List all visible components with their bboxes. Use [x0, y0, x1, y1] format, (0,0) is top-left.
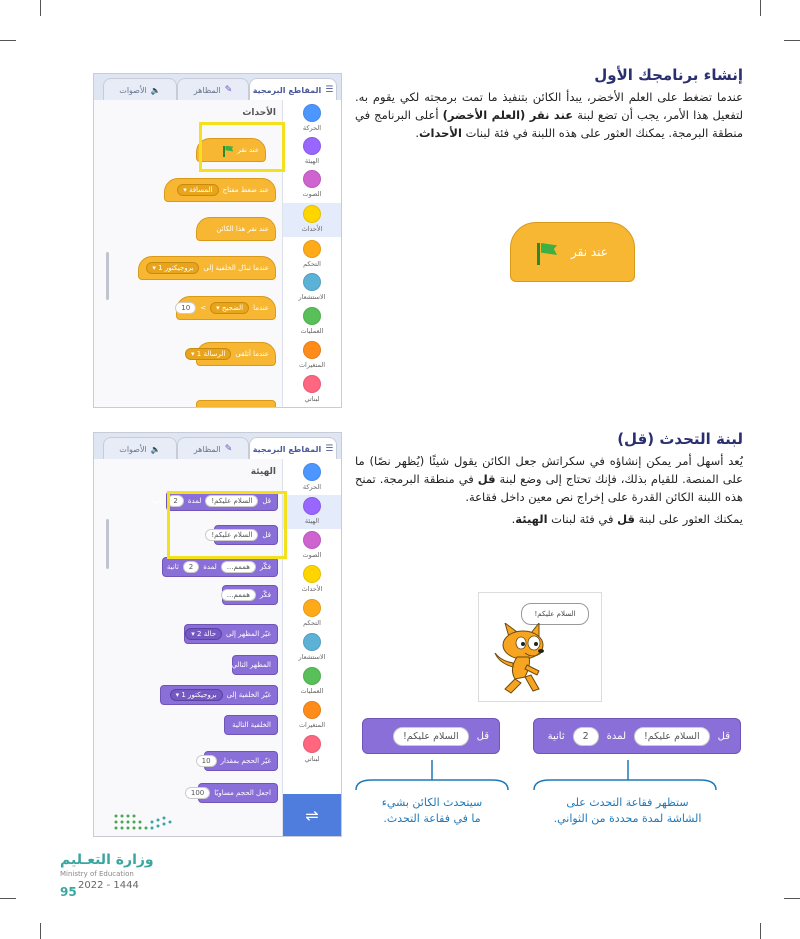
threshold-input[interactable]: 10 [175, 302, 196, 314]
category-operators[interactable]: العمليات [283, 667, 341, 695]
when-flag-block[interactable]: عند نقر [196, 138, 266, 162]
tab-code[interactable]: ☰ المقاطع البرمجية [249, 437, 337, 460]
ministry-name-ar: وزارة التعـليم [60, 852, 154, 868]
when-backdrop-switches-block[interactable]: عندما تبدّل الخلفية إلى بروجيكتور 1 ▾ [138, 256, 276, 280]
motion-dot-icon [303, 104, 321, 122]
switch-costume-block[interactable]: غيّر المظهر إلى حالة 2 ▾ [184, 624, 278, 644]
looks-dot-icon [303, 137, 321, 155]
category-my-blocks[interactable]: لبناتي [283, 735, 341, 763]
when-receive-block[interactable]: عندما أتلقى الرسالة 1 ▾ [196, 342, 276, 366]
say-for-secs-block: قل السلام عليكم! لمدة 2 ثانية [533, 718, 741, 754]
message-input[interactable]: هممم... [221, 589, 256, 601]
category-events[interactable]: الأحداث [283, 203, 341, 237]
tab-costumes[interactable]: ✎ المظاهر [177, 437, 249, 460]
category-sensing[interactable]: الاستشعار [283, 633, 341, 661]
message-input: السلام عليكم! [634, 727, 710, 746]
edition-year: 2022 - 1444 [78, 880, 139, 891]
green-flag-icon [537, 243, 557, 261]
operators-dot-icon [303, 667, 321, 685]
next-backdrop-block[interactable]: الخلفية التالية [224, 715, 278, 735]
my-blocks-dot-icon [303, 735, 321, 753]
looks-dot-icon [303, 497, 321, 515]
category-sound[interactable]: الصوت [283, 531, 341, 559]
crop-mark [784, 40, 800, 41]
category-control[interactable]: التحكم [283, 599, 341, 627]
switch-backdrop-block[interactable]: غيّر الخلفية إلى بروجيكتور 1 ▾ [160, 685, 278, 705]
category-variables[interactable]: المتغيرات [283, 701, 341, 729]
section2-text [355, 430, 743, 528]
events-dot-icon [303, 205, 321, 223]
events-dot-icon [303, 565, 321, 583]
think-block[interactable]: فكّر هممم... [222, 585, 278, 605]
speaker-icon: 🔈 [150, 444, 161, 454]
crop-mark [40, 0, 41, 16]
next-costume-block[interactable]: المظهر التالي [232, 655, 278, 675]
tab-sounds[interactable]: 🔈 الأصوات [103, 78, 177, 101]
stage-preview [478, 592, 602, 702]
crop-mark [0, 40, 16, 41]
section2-paragraph2: يمكنك العثور على لبنة قل في فئة لبنات الهيئة. [511, 512, 743, 526]
scratch-panel-events [93, 73, 342, 408]
seconds-input[interactable]: 2 [167, 495, 183, 507]
variables-dot-icon [303, 701, 321, 719]
section1-text [355, 66, 743, 142]
message-dropdown[interactable]: الرسالة 1 ▾ [185, 348, 231, 360]
page-number: 95 [60, 885, 77, 899]
caption-left: سيتحدث الكائن بشيء ما في فقاعة التحدث. [381, 796, 483, 825]
crop-mark [760, 923, 761, 939]
highlight-box [167, 491, 287, 559]
set-size-block[interactable]: اجعل الحجم مساويًا 100 [198, 783, 278, 803]
message-input[interactable]: السلام عليكم! [205, 495, 258, 507]
message-input[interactable]: السلام عليكم! [205, 529, 258, 541]
key-dropdown[interactable]: المسافة ▾ [177, 184, 218, 196]
section1-title: إنشاء برنامجك الأول [594, 66, 743, 84]
section2-paragraph1: يُعد أسهل أمر يمكن إنشاؤه في سكراتش جعل الكائن يقول شيئًا (يُظهر نصًا) ما على المنصة. للقيام بذلك، فإنك تحتاج إلى وضع لبنة قل في منطقة البرمجة. تمنح هذه اللبنة الكائن القدرة على إخراج نص معين داخل فقاعة. [355, 454, 743, 504]
backdrop-dropdown[interactable]: بروجيكتور 1 ▾ [170, 689, 223, 701]
category-looks[interactable]: الهيئة [283, 495, 341, 529]
block-label: عند نقر [571, 245, 608, 259]
say-for-secs-block[interactable]: قل السلام عليكم! لمدة 2 ثانية [166, 491, 278, 511]
speech-bubble: السلام عليكم! [521, 603, 589, 625]
think-for-secs-block[interactable]: فكّر هممم... لمدة 2 ثانية [162, 557, 278, 577]
extensions-button[interactable] [283, 794, 341, 836]
when-sprite-clicked-block[interactable]: عند نقر هذا الكائن [196, 217, 276, 241]
ministry-dots-logo-icon [112, 812, 202, 842]
crop-mark [760, 0, 761, 16]
code-icon: ☰ [325, 85, 334, 95]
section1-paragraph: عندما تضغط على العلم الأخضر، يبدأ الكائن بتنفيذ ما تمت برمجته لكي يقوم به. لتفعيل هذا الأمر، يجب أن تضع لبنة عند نقر (العلم الأخضر) أعلى البرنامج في منطقة البرمجة. يمكنك العثور على هذه اللبنة في فئة لبنات الأحداث. [355, 90, 743, 140]
brace-right [530, 758, 720, 792]
scrollbar[interactable] [106, 519, 109, 569]
palette-heading: الهيئة [250, 467, 276, 477]
tab-sounds[interactable]: 🔈 الأصوات [103, 437, 177, 460]
sensing-dot-icon [303, 633, 321, 651]
control-dot-icon [303, 599, 321, 617]
category-sensing[interactable]: الاستشعار [283, 273, 341, 301]
section2-title: لبنة التحدث (قل) [617, 430, 743, 448]
sound-dot-icon [303, 531, 321, 549]
category-sound[interactable]: الصوت [283, 170, 341, 198]
crop-mark [784, 898, 800, 899]
tab-costumes[interactable]: ✎ المظاهر [177, 78, 249, 101]
category-variables[interactable]: المتغيرات [283, 341, 341, 369]
when-greater-than-block[interactable]: عندما الضجيج ▾ > 10 [176, 296, 276, 320]
category-motion[interactable]: الحركة [283, 104, 341, 132]
code-icon: ☰ [325, 444, 334, 454]
brace-left [352, 758, 512, 792]
my-blocks-dot-icon [303, 375, 321, 393]
ministry-name-en: Ministry of Education [60, 870, 134, 878]
when-key-pressed-block[interactable]: عند ضغط مفتاح المسافة ▾ [164, 178, 276, 202]
category-control[interactable]: التحكم [283, 240, 341, 268]
broadcast-block-partial[interactable] [196, 400, 276, 408]
tab-bar [94, 433, 341, 460]
highlight-box [199, 122, 285, 172]
category-column [282, 100, 341, 407]
say-block[interactable]: قل السلام عليكم! [214, 525, 278, 545]
operators-dot-icon [303, 307, 321, 325]
sensing-dot-icon [303, 273, 321, 291]
palette-heading: الأحداث [242, 108, 276, 118]
sensor-dropdown[interactable]: الضجيج ▾ [210, 302, 249, 314]
tab-bar [94, 74, 341, 101]
message-input[interactable]: هممم... [221, 561, 256, 573]
say-block: قل السلام عليكم! [362, 718, 500, 754]
tab-code[interactable]: ☰ المقاطع البرمجية [249, 78, 337, 101]
scratch-panel-looks [93, 432, 342, 837]
category-operators[interactable]: العمليات [283, 307, 341, 335]
crop-mark [40, 923, 41, 939]
motion-dot-icon [303, 463, 321, 481]
costume-dropdown[interactable]: حالة 2 ▾ [185, 628, 222, 640]
category-events[interactable]: الأحداث [283, 565, 341, 593]
size-input[interactable]: 100 [185, 787, 210, 799]
brush-icon: ✎ [224, 444, 233, 454]
size-input[interactable]: 10 [196, 755, 217, 767]
seconds-input: 2 [573, 727, 599, 746]
variables-dot-icon [303, 341, 321, 359]
category-column [282, 459, 341, 836]
sound-dot-icon [303, 170, 321, 188]
crop-mark [0, 898, 16, 899]
brush-icon: ✎ [224, 85, 233, 95]
control-dot-icon [303, 240, 321, 258]
when-flag-clicked-block [510, 222, 635, 282]
seconds-input[interactable]: 2 [183, 561, 199, 573]
speaker-icon: 🔈 [150, 85, 161, 95]
caption-right: ستظهر فقاعة التحدث على الشاشة لمدة محددة من الثواني. [553, 796, 702, 825]
scrollbar[interactable] [106, 252, 109, 300]
backdrop-dropdown[interactable]: بروجيكتور 1 ▾ [146, 262, 199, 274]
change-size-block[interactable]: غيّر الحجم بمقدار 10 [204, 751, 278, 771]
extension-icon: ⇌ [305, 805, 319, 825]
message-input: السلام عليكم! [393, 727, 469, 746]
category-my-blocks[interactable]: لبناتي [283, 375, 341, 403]
category-looks[interactable]: الهيئة [283, 137, 341, 165]
category-motion[interactable]: الحركة [283, 463, 341, 491]
scratch-cat-icon [489, 623, 559, 699]
